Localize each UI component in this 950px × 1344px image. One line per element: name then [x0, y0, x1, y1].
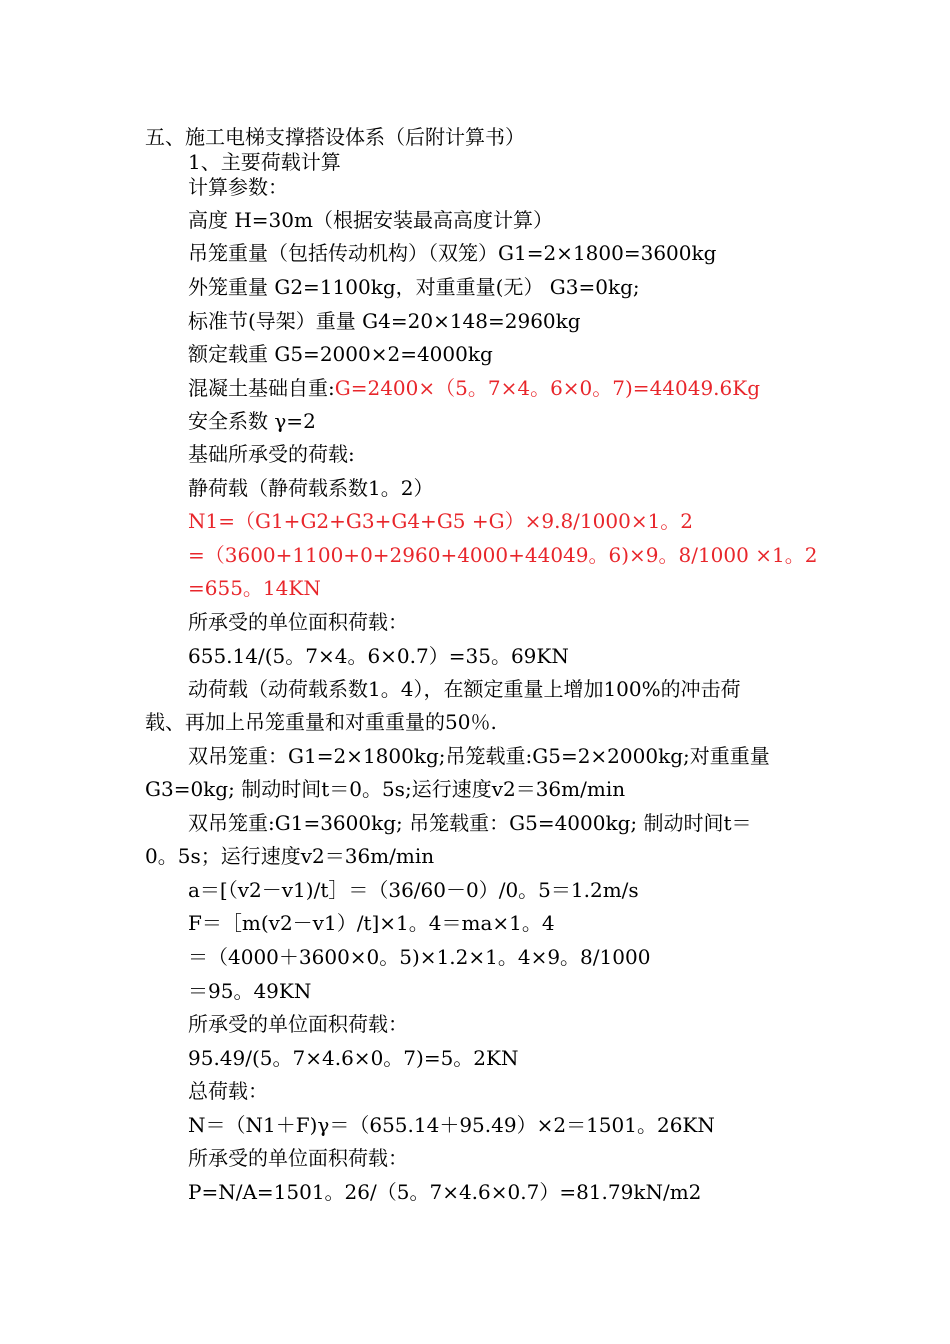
unit-area-load-label-3: 所承受的单位面积荷载：	[188, 1146, 408, 1170]
n1-formula: N1=（G1+G2+G3+G4+G5 +G）×9.8/1000×1。2	[188, 509, 694, 533]
static-load-label: 静荷载（静荷载系数1。2）	[188, 476, 434, 500]
dynamic-load-line-1: 动荷载（动荷载系数1。4），在额定重量上增加100%的冲击荷	[188, 677, 741, 701]
force-result: ＝95。49KN	[188, 979, 312, 1003]
foundation-weight-value: G=2400×（5。7×4。6×0。7)=44049.6Kg	[334, 376, 761, 400]
section-title: 五、施工电梯支撑搭设体系（后附计算书）	[145, 125, 525, 149]
calc-params-label: 计算参数：	[188, 175, 288, 199]
subsection-title: 1、主要荷载计算	[188, 150, 341, 174]
foundation-weight-label: 混凝土基础自重:	[188, 376, 335, 400]
n1-result: =655。14KN	[188, 576, 321, 600]
accel-formula: a＝[（v2－v1)/t］＝（36/60－0）/0。5＝1.2m/s	[188, 878, 639, 902]
rated-load-line: 额定载重 G5=2000×2=4000kg	[188, 342, 493, 366]
force-formula: F＝［m(v2－v1）/t]×1。4＝ma×1。4	[188, 911, 555, 935]
safety-factor-line: 安全系数 γ=2	[188, 409, 316, 433]
mast-weight-line: 标准节(导架）重量 G4=20×148=2960kg	[188, 309, 581, 333]
foundation-weight-line	[188, 375, 760, 401]
foundation-load-label: 基础所承受的荷载:	[188, 442, 355, 466]
dynamic-load-line-2: 载、再加上吊笼重量和对重重量的50％.	[145, 710, 497, 734]
double-cage-b-line-1: 双吊笼重:G1=3600kg; 吊笼载重：G5=4000kg; 制动时间t＝	[188, 811, 752, 835]
cage-weight-line: 吊笼重量（包括传动机构）（双笼）G1=2×1800=3600kg	[188, 241, 717, 265]
double-cage-b-line-2: 0。5s；运行速度v2＝36m/min	[145, 844, 435, 868]
height-line: 高度 H=30m（根据安装最高高度计算）	[188, 208, 553, 232]
unit-area-load-1: 655.14/(5。7×4。6×0.7）=35。69KN	[188, 644, 569, 668]
unit-area-load-label-2: 所承受的单位面积荷载：	[188, 1012, 408, 1036]
double-cage-line-2: G3=0kg; 制动时间t＝0。5s;运行速度v2＝36m/min	[145, 777, 626, 801]
pressure-formula: P=N/A=1501。26/（5。7×4.6×0.7）=81.79kN/m2	[188, 1180, 702, 1204]
total-load-formula: N＝（N1＋F)γ＝（655.14＋95.49）×2＝1501。26KN	[188, 1113, 715, 1137]
unit-area-load-label-1: 所承受的单位面积荷载：	[188, 610, 408, 634]
force-substitution: ＝（4000＋3600×0。5)×1.2×1。4×9。8/1000	[188, 945, 651, 969]
n1-substitution: =（3600+1100+0+2960+4000+44049。6)×9。8/1000 ×1。2	[188, 543, 818, 567]
total-load-label: 总荷载：	[188, 1079, 268, 1103]
double-cage-line-1: 双吊笼重：G1=2×1800kg;吊笼载重:G5=2×2000kg;对重重量	[188, 744, 770, 768]
outer-cage-weight-line: 外笼重量 G2=1100kg，对重重量(无） G3=0kg;	[188, 275, 640, 299]
unit-area-load-2: 95.49/(5。7×4.6×0。7)=5。2KN	[188, 1046, 519, 1070]
